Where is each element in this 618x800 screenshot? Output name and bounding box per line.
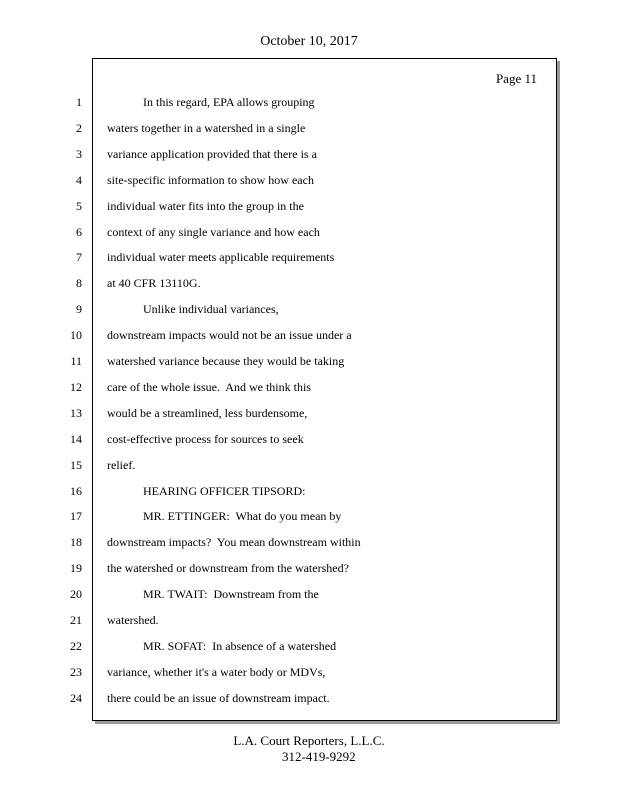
line-number: 2 [76, 120, 82, 135]
line-number: 17 [70, 509, 82, 524]
line-number: 23 [70, 664, 82, 679]
transcript-line: waters together in a watershed in a single [107, 120, 306, 135]
transcript-line: variance, whether it's a water body or MDVs, [107, 664, 326, 679]
line-number: 8 [76, 276, 82, 291]
transcript-line: watershed variance because they would be taking [107, 354, 345, 368]
transcript-line: In this regard, EPA allows grouping [143, 95, 315, 109]
transcript-line: the watershed or downstream from the watershed? [107, 561, 349, 576]
line-number: 24 [70, 690, 82, 705]
transcript-line: relief. [107, 457, 136, 472]
transcript-line: cost-effective process for sources to seek [107, 431, 304, 446]
line-number: 11 [70, 354, 82, 368]
transcript-line: watershed. [107, 613, 159, 627]
line-number: 6 [76, 224, 82, 239]
transcript-line: Unlike individual variances, [143, 302, 279, 317]
line-number: 19 [70, 561, 82, 576]
transcript-line: variance application provided that there is a [107, 146, 317, 161]
line-number: 4 [76, 172, 82, 187]
line-number: 10 [70, 328, 82, 343]
transcript-line: MR. SOFAT: In absence of a watershed [143, 638, 337, 653]
line-number: 3 [76, 146, 82, 161]
line-number: 21 [70, 613, 82, 627]
line-number: 14 [70, 431, 82, 446]
line-number: 5 [76, 198, 82, 213]
line-number: 13 [70, 405, 82, 420]
transcript-line: site-specific information to show how each [107, 172, 314, 187]
line-number: 16 [70, 483, 82, 498]
transcript-line: downstream impacts? You mean downstream within [107, 535, 361, 550]
transcript-line: individual water fits into the group in the [107, 198, 304, 213]
court-reporter-name: L.A. Court Reporters, L.L.C. [233, 733, 385, 748]
transcript-line: context of any single variance and how each [107, 224, 320, 239]
transcript-line: downstream impacts would not be an issue under a [107, 328, 352, 343]
court-reporter-phone: 312-419-9292 [282, 749, 356, 764]
line-number: 7 [76, 250, 82, 265]
line-number: 18 [70, 535, 82, 550]
transcript-line: MR. TWAIT: Downstream from the [143, 587, 319, 602]
line-number: 9 [76, 302, 82, 317]
transcript-line: at 40 CFR 13110G. [107, 276, 201, 291]
line-number: 1 [76, 95, 82, 109]
transcript-date: October 10, 2017 [260, 34, 358, 49]
transcript-line: MR. ETTINGER: What do you mean by [143, 509, 342, 524]
line-number: 20 [70, 587, 82, 602]
transcript-line: care of the whole issue. And we think this [107, 379, 311, 394]
page-number: Page 11 [495, 71, 537, 86]
line-number: 12 [70, 379, 82, 394]
transcript-line: HEARING OFFICER TIPSORD: [143, 483, 306, 498]
line-number: 22 [70, 638, 82, 653]
transcript-line: there could be an issue of downstream impact. [107, 690, 330, 705]
transcript-line: individual water meets applicable requirements [107, 250, 335, 265]
line-number: 15 [70, 457, 82, 472]
transcript-line: would be a streamlined, less burdensome, [107, 405, 308, 420]
